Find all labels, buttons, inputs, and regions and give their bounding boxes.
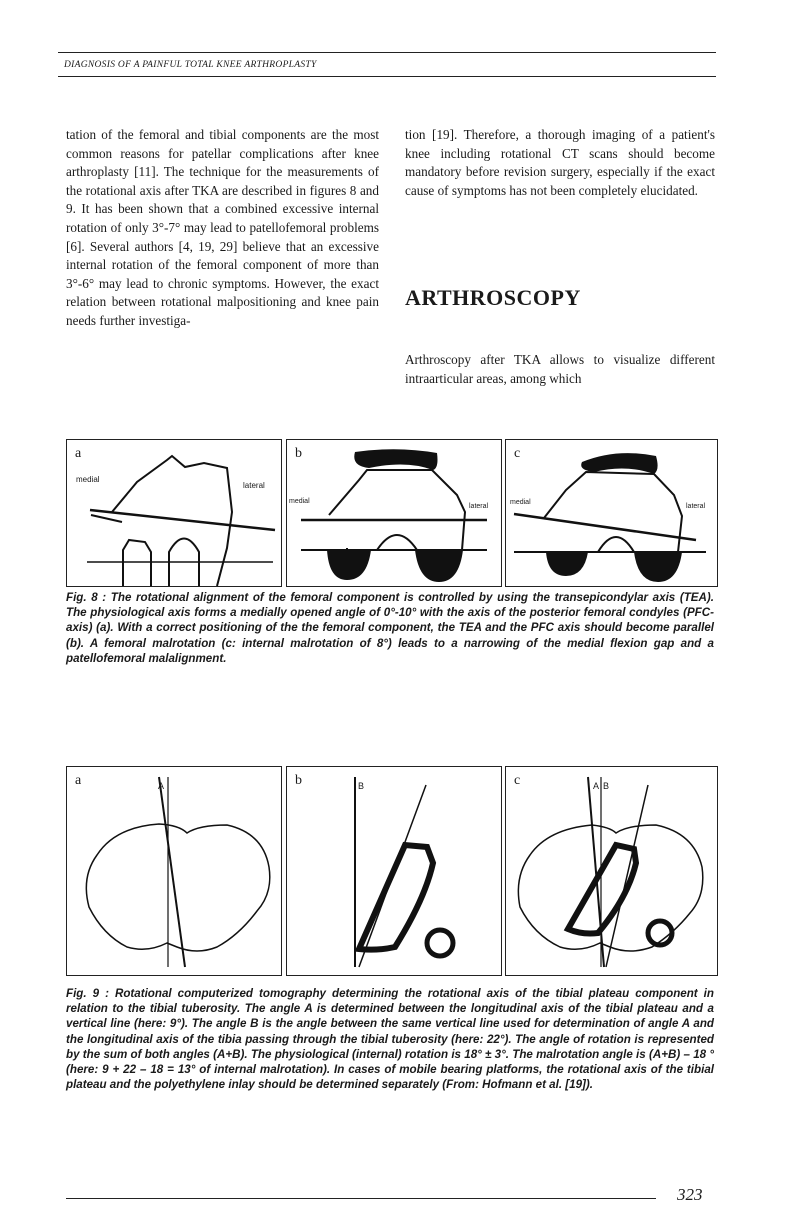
panel-letter: a bbox=[75, 446, 82, 461]
panel-letter: a bbox=[75, 773, 82, 788]
lateral-label: lateral bbox=[686, 503, 706, 510]
body-paragraph-right: tion [19]. Therefore, a thorough imaging of a patient's knee including rotational CT scans should become mandatory before revision surgery, especially if the exact cause of symptoms has not been completely elucidated. bbox=[405, 127, 715, 198]
angle-label-a: A bbox=[593, 781, 600, 791]
body-column-right bbox=[405, 126, 715, 200]
femoral-diagram-a bbox=[67, 440, 281, 586]
figure9-panel-b bbox=[286, 766, 502, 976]
medial-label: medial bbox=[289, 498, 310, 505]
figure8-panel-a bbox=[66, 439, 282, 587]
figure9-panel-a bbox=[66, 766, 282, 976]
angle-label-b: B bbox=[603, 781, 610, 791]
figure8-panel-b bbox=[286, 439, 502, 587]
running-head-text: DIAGNOSIS OF A PAINFUL TOTAL KNEE ARTHROPLASTY bbox=[64, 60, 317, 70]
figure9-caption: Fig. 9 : Rotational computerized tomography determining the rotational axis of the tibial plateau component in relation to the tibial tuberosity. The angle A is determined between the longitudinal axis of the tibial plateau and a vertical line (here: 9°). The angle B is the angle between the same vertical line used for determination of angle A and the longitudinal axis of the tibia passing through the tibial tuberosity (here: 22°). The angle of rotation is represented by the sum of both angles (A+B). The physiological (internal) rotation is 18° ± 3°. The malrotation angle is (A+B) – 18 ° (here: 9 + 22 – 18 = 13° of internal malrotation). In cases of mobile bearing platforms, the rotational axis of the tibial plateau and the polyethylene inlay should be determined separately (From: Hofmann et al. [19]). bbox=[66, 987, 714, 1092]
lateral-label: lateral bbox=[469, 503, 489, 510]
panel-letter: b bbox=[295, 446, 302, 461]
panel-letter: b bbox=[295, 773, 302, 788]
tibia-ct-diagram-c bbox=[506, 767, 717, 975]
body-column-left bbox=[66, 126, 379, 331]
angle-label-b: B bbox=[358, 781, 365, 791]
header-rule-top bbox=[58, 52, 716, 53]
femoral-diagram-c bbox=[506, 440, 717, 586]
running-head bbox=[58, 48, 716, 88]
body-paragraph-left: tation of the femoral and tibial components are the most common reasons for patellar complications after knee arthroplasty [11]. The technique for the measurements of the rotational axis after TKA are described in figures 8 and 9. It has been shown that a combined excessive internal rotation of only 3°-7° may lead to patellofemoral problems [6]. Several authors [4, 19, 29] believe that an excessive internal rotation of the femoral component of more than 3°-6° may lead to chronic symptoms. However, the exact relation between rotational malpositioning and knee pain needs further investiga- bbox=[66, 127, 379, 328]
tibia-ct-diagram-a bbox=[67, 767, 281, 975]
medial-label: medial bbox=[76, 475, 100, 484]
panel-letter: c bbox=[514, 446, 521, 461]
footer-rule bbox=[66, 1198, 656, 1199]
body-paragraph-arthroscopy: Arthroscopy after TKA allows to visualize different intraarticular areas, among which bbox=[405, 352, 715, 386]
femoral-diagram-b bbox=[287, 440, 501, 586]
medial-label: medial bbox=[510, 499, 531, 506]
angle-label-a: A bbox=[158, 781, 165, 791]
figure8-caption: Fig. 8 : The rotational alignment of the femoral component is controlled by using the transepicondylar axis (TEA). The physiological axis forms a medially opened angle of 0°-10° with the axis of the posterior femoral condyles (PFC-axis) (a). With a correct positioning of the the femoral component, the TEA and the PFC axis should become parallel (b). A femoral malrotation (c: internal malrotation of 8°) leads to a narrowing of the medial flexion gap and a patellofemoral malalignment. bbox=[66, 591, 714, 665]
tibia-ct-diagram-b bbox=[287, 767, 501, 975]
section-heading: ARTHROSCOPY bbox=[405, 285, 581, 310]
body-column-right-continued bbox=[405, 351, 715, 388]
header-rule-bottom bbox=[58, 76, 716, 77]
lateral-label: lateral bbox=[243, 481, 265, 490]
page-number: 323 bbox=[677, 1185, 703, 1204]
figure8-panel-c bbox=[505, 439, 718, 587]
panel-letter: c bbox=[514, 773, 521, 788]
figure9-panel-c bbox=[505, 766, 718, 976]
